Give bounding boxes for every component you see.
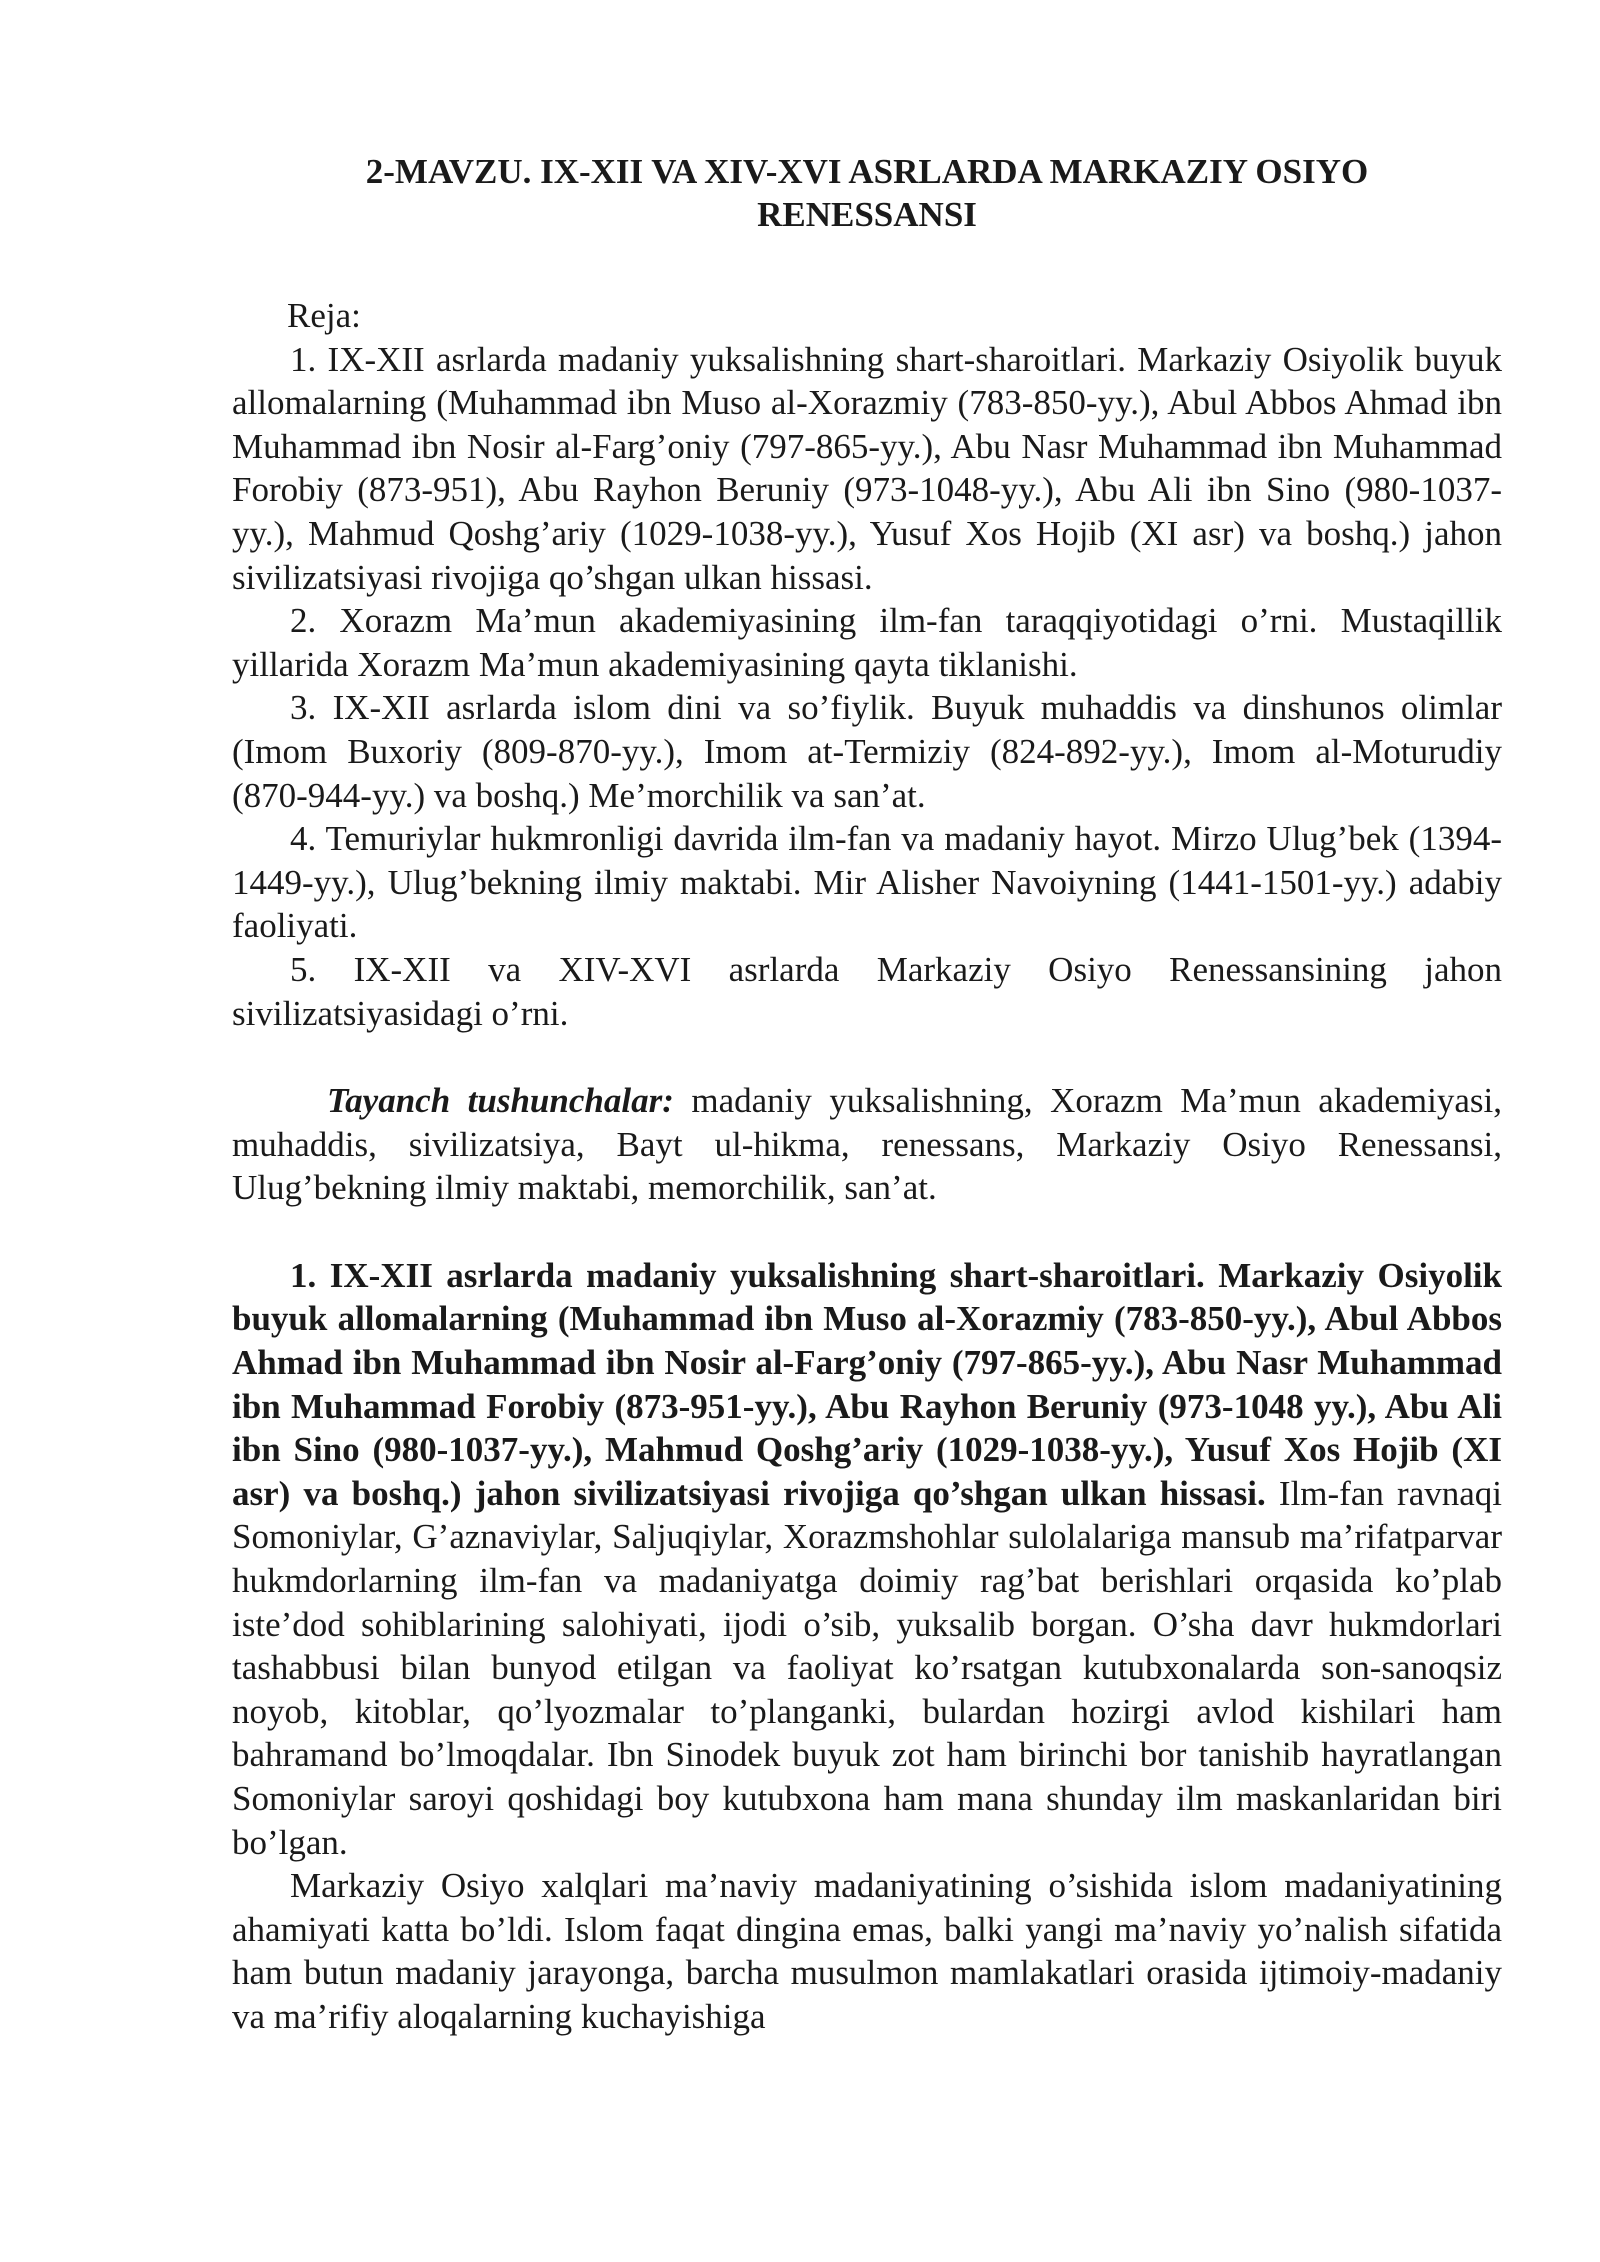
section-1-paragraph bbox=[232, 1254, 1502, 1864]
title-line-2: RENESSANSI bbox=[757, 195, 977, 234]
plan-heading: Reja: bbox=[287, 296, 361, 335]
body-paragraph-2: Markaziy Osiyo xalqlari ma’naviy madaniyatining o’sishida islom madaniyatining ahamiyati katta bo’ldi. Islom faqat dingina emas, balki yangi ma’naviy yo’nalish sifatida ham butun madaniy jarayonga, barcha musulmon mamlakatlari orasida ijtimoiy-madaniy va ma’rifiy aloqalarning kuchayishiga bbox=[232, 1866, 1502, 2036]
document-page bbox=[232, 150, 1502, 2039]
plan-item-4: 4. Temuriylar hukmronligi davrida ilm-fan va madaniy hayot. Mirzo Ulug’bek (1394-1449-yy.), Ulug’bekning ilmiy maktabi. Mir Alisher Navoiyning (1441-1501-yy.) adabiy faoliyati. bbox=[232, 819, 1502, 946]
section-1-text: Ilm-fan ravnaqi Somoniylar, G’aznaviylar, Saljuqiylar, Xorazmshohlar sulolalariga mansub ma’rifatparvar hukmdorlarning ilm-fan va madaniyatga doimiy rag’bat berishlari orqasida ko’plab iste’dod sohiblarining salohiyati, ijodi o’sib, yuksalib borgan. O’sha davr hukmdorlari tashabbusi bilan bunyod etilgan va faoliyat ko’rsatgan kutubxonalarda son-sanoqsiz noyob, kitoblar, qo’lyozmalar to’planganki, bulardan hozirgi avlod kishilari ham bahramand bo’lmoqdalar. Ibn Sinodek buyuk zot ham birinchi bor tanishib hayratlangan Somoniylar saroyi qoshidagi boy kutubxona ham mana shunday ilm maskanlaridan biri bo’lgan. bbox=[232, 1473, 1502, 1862]
key-terms-paragraph bbox=[232, 1079, 1502, 1210]
title-line-1: 2-MAVZU. IX-XII VA XIV-XVI ASRLARDA MARKAZIY OSIYO bbox=[365, 152, 1369, 191]
spacer bbox=[232, 1035, 1502, 1079]
page-title bbox=[232, 150, 1502, 236]
section-1-heading: 1. IX-XII asrlarda madaniy yuksalishning shart-sharoitlari. Markaziy Osiyolik buyuk allomalarning (Muhammad ibn Muso al-Xorazmiy (783-850-yy.), Abul Abbos Ahmad ibn Muhammad ibn Nosir al-Farg’oniy (797-865-yy.), Abu Nasr Muhammad ibn Muhammad Forobiy (873-951-yy.), Abu Rayhon Beruniy (973-1048 yy.), Abu Ali ibn Sino (980-1037-yy.), Mahmud Qoshg’ariy (1029-1038-yy.), Yusuf Xos Hojib (XI asr) va boshq.) jahon sivilizatsiyasi rivojiga qo’shgan ulkan hissasi. bbox=[232, 1255, 1502, 1513]
key-terms-text: madaniy yuksalishning, Xorazm Ma’mun akademiyasi, muhaddis, sivilizatsiya, Bayt ul-hikma, renessans, Markaziy Osiyo Renessansi, Ulug’bekning ilmiy maktabi, memorchilik, san’at. bbox=[232, 1081, 1502, 1208]
plan-item-3: 3. IX-XII asrlarda islom dini va so’fiylik. Buyuk muhaddis va dinshunos olimlar (Imom Buxoriy (809-870-yy.), Imom at-Termiziy (824-892-yy.), Imom al-Moturudiy (870-944-yy.) va boshq.) Me’morchilik va san’at. bbox=[232, 688, 1502, 815]
plan-item-1: 1. IX-XII asrlarda madaniy yuksalishning shart-sharoitlari. Markaziy Osiyolik buyuk allomalarning (Muhammad ibn Muso al-Xorazmiy (783-850-yy.), Abul Abbos Ahmad ibn Muhammad ibn Nosir al-Farg’oniy (797-865-yy.), Abu Nasr Muhammad ibn Muhammad Forobiy (873-951), Abu Rayhon Beruniy (973-1048-yy.), Abu Ali ibn Sino (980-1037-yy.), Mahmud Qoshg’ariy (1029-1038-yy.), Yusuf Xos Hojib (XI asr) va boshq.) jahon sivilizatsiyasi rivojiga qo’shgan ulkan hissasi. bbox=[232, 339, 1502, 597]
key-terms-label: Tayanch tushunchalar: bbox=[327, 1081, 674, 1121]
spacer bbox=[232, 1210, 1502, 1254]
plan-item-2: 2. Xorazm Ma’mun akademiyasining ilm-fan taraqqiyotidagi o’rni. Mustaqillik yillarida Xorazm Ma’mun akademiyasining qayta tiklanishi. bbox=[232, 601, 1502, 684]
plan-item-5: 5. IX-XII va XIV-XVI asrlarda Markaziy Osiyo Renessansining jahon sivilizatsiyasidagi o’rni. bbox=[232, 949, 1502, 1033]
